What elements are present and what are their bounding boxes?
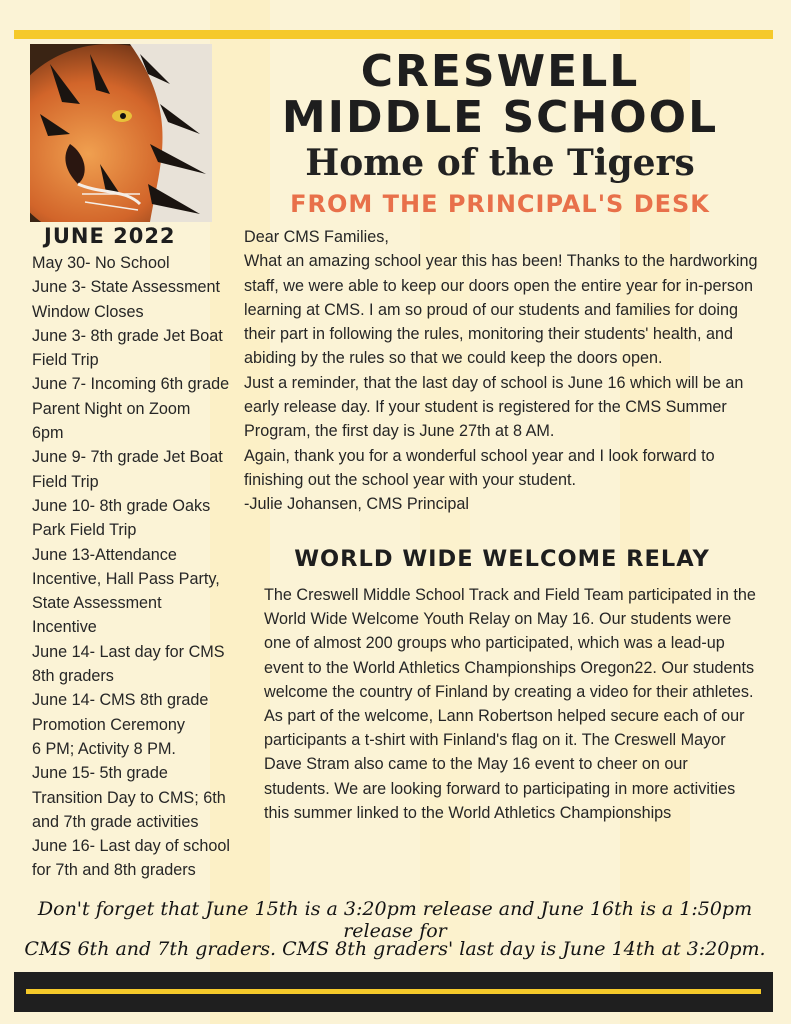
calendar-event-line: 8th graders [32,667,114,686]
calendar-event-line: June 10- 8th grade Oaks [32,496,211,515]
calendar-event-line: for 7th and 8th graders [32,861,196,880]
calendar-event-line: June 7- Incoming 6th grade [32,375,230,394]
calendar-event-line: Incentive [32,618,97,637]
calendar-event-line: and 7th grade activities [32,812,199,831]
calendar-event-line: Park Field Trip [32,521,137,540]
calendar-event-list [32,251,247,883]
calendar-event-line: Parent Night on Zoom [32,399,191,418]
top-accent-bar [14,30,773,39]
relay-article-body: The Creswell Middle School Track and Field Team participated in the World Wide Welcome Youth Relay on May 16. Our students were one of almost 200 groups who participated, which was a lead-up event to the World Athletics Championships Oregon22. Our students welcome the country of Finland by creating a video for their athletes. As part of the welcome, Lann Robertson helped secure each of our participants a t-shirt with Finland's flag on it. The Creswell Mayor Dave Stram also came to the May 16 event to cheer on our students. We are looking forward to participating in more activities this summer linked to the World Athletics Championships [264,586,756,822]
letter-signature: -Julie Johansen, CMS Principal [244,495,469,514]
calendar-event-line: Window Closes [32,302,144,321]
school-name-line1: CRESWELL [360,46,640,97]
letter-paragraph: Just a reminder, that the last day of school is June 16 which will be an early release day. If your student is registered for the CMS Summer Program, the first day is June 27th at 8 AM. [244,373,744,441]
principal-letter [244,225,764,517]
school-name-line2: MIDDLE SCHOOL [281,92,719,143]
calendar-event-line: June 3- State Assessment [32,278,221,297]
calendar-event-line: June 15- 5th grade [32,764,168,783]
calendar-event-line: June 13-Attendance [32,545,177,564]
calendar-event-line: May 30- No School [32,254,170,272]
calendar-month-title: JUNE 2022 [44,224,176,248]
calendar-event-line: Incentive, Hall Pass Party, [32,569,220,588]
calendar-event-line: June 14- Last day for CMS [32,642,225,661]
letter-paragraph: Again, thank you for a wonderful school year and I look forward to finishing out the school year with your student. [244,446,715,489]
release-reminder-line2: CMS 6th and 7th graders. CMS 8th graders' last day is June 14th at 3:20pm. [24,938,766,960]
letter-greeting: Dear CMS Families, [244,228,389,246]
bottom-accent-bar [14,972,773,1012]
tiger-photo [30,44,212,222]
calendar-event-line: Field Trip [32,351,99,370]
bottom-gold-line [26,989,761,994]
letter-paragraph: What an amazing school year this has been! Thanks to the hardworking staff, we were able to keep our doors open the entire year for in-person learning at CMS. I am so proud of our students and families for doing their part in following the rules, monitoring their students' health, and abiding by the rules so that we could keep the doors open. [244,252,758,368]
calendar-event-line: June 14- CMS 8th grade [32,691,209,710]
calendar-event-line: June 16- Last day of school [32,837,230,856]
calendar-event-line: Promotion Ceremony [32,715,185,734]
calendar-event-line: State Assessment [32,594,162,613]
principal-section-title: FROM THE PRINCIPAL'S DESK [290,190,710,218]
school-tagline: Home of the Tigers [305,142,695,184]
relay-section-title: WORLD WIDE WELCOME RELAY [294,546,710,572]
calendar-event-line: Field Trip [32,472,99,491]
release-reminder-line1: Don't forget that June 15th is a 3:20pm release and June 16th is a 1:50pm release for [37,898,753,942]
calendar-event-line: June 9- 7th grade Jet Boat [32,448,223,467]
tiger-illustration [30,44,212,222]
calendar-event-line: 6pm [32,424,64,443]
calendar-event-line: Transition Day to CMS; 6th [32,788,226,807]
calendar-event-line: 6 PM; Activity 8 PM. [32,739,176,758]
calendar-event-line: June 3- 8th grade Jet Boat [32,326,223,345]
